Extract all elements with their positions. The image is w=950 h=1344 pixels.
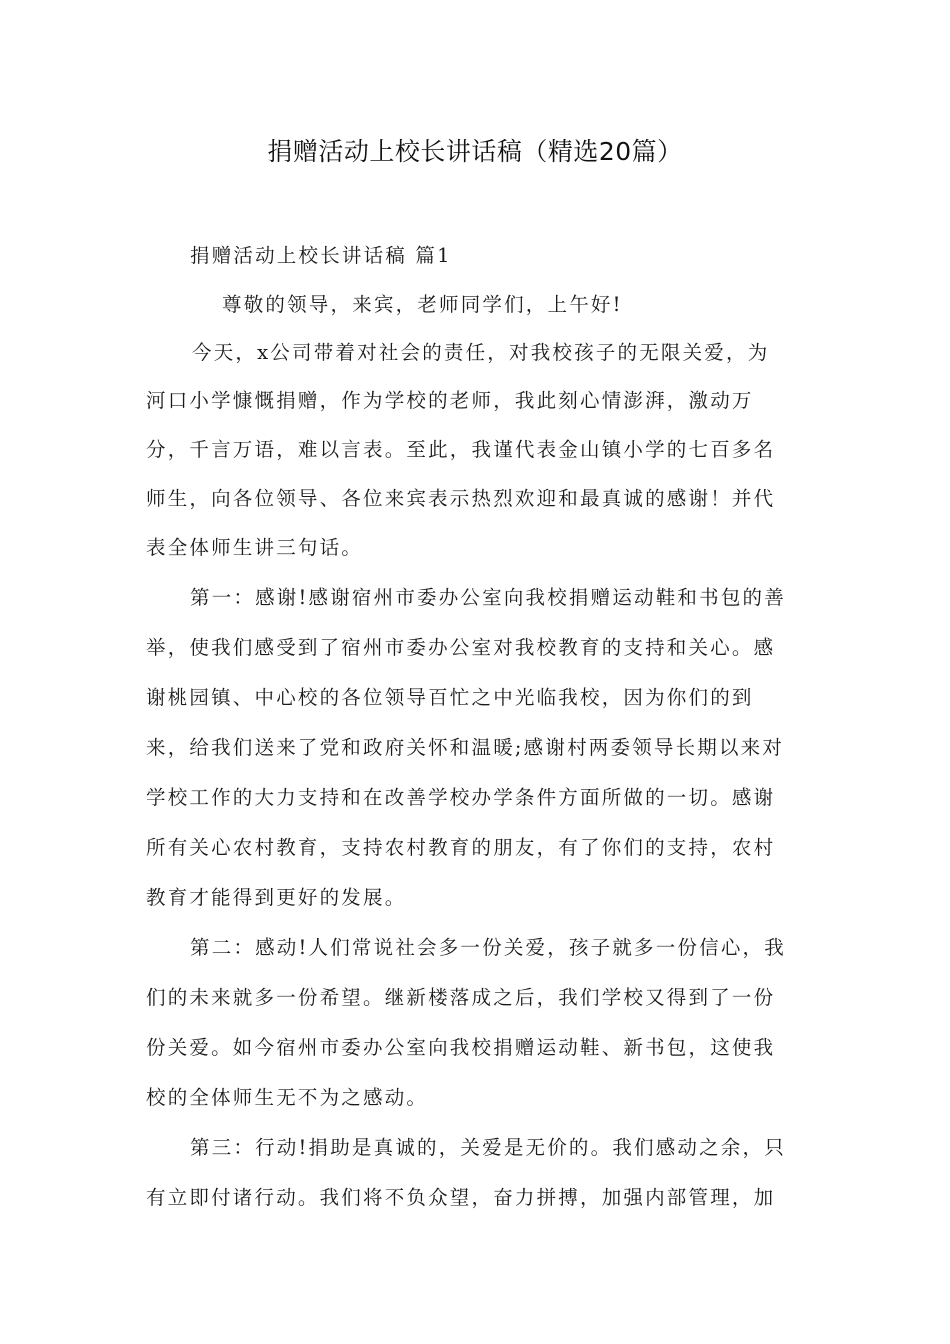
paragraph-line: 师生，向各位领导、各位来宾表示热烈欢迎和最真诚的感谢！并代 [146, 487, 776, 510]
paragraph-line: 今天，x公司带着对社会的责任，对我校孩子的无限关爱，为 [192, 341, 770, 364]
document-title: 捐赠活动上校长讲话稿（精选20篇） [267, 137, 683, 166]
paragraph-line: 谢桃园镇、中心校的各位领导百忙之中光临我校，因为你们的到 [146, 686, 754, 709]
paragraph-line: 来，给我们送来了党和政府关怀和温暖;感谢村两委领导长期以来对 [146, 736, 785, 759]
section-heading: 捐赠活动上校长讲话稿 篇1 [190, 244, 452, 267]
paragraph-line: 教育才能得到更好的发展。 [146, 886, 407, 909]
paragraph-line: 份关爱。如今宿州市委办公室向我校捐赠运动鞋、新书包，这使我 [146, 1036, 776, 1059]
paragraph-line: 表全体师生讲三句话。 [146, 536, 364, 559]
paragraph-line: 分，千言万语，难以言表。至此，我谨代表金山镇小学的七百多名 [146, 438, 776, 461]
paragraph-line: 学校工作的大力支持和在改善学校办学条件方面所做的一切。感谢 [146, 786, 776, 809]
paragraph-line: 们的未来就多一份希望。继新楼落成之后，我们学校又得到了一份 [146, 986, 776, 1009]
paragraph-line: 第二：感动!人们常说社会多一份关爱，孩子就多一份信心，我 [190, 936, 786, 959]
paragraph-line: 校的全体师生无不为之感动。 [146, 1086, 429, 1109]
paragraph-line: 有立即付诸行动。我们将不负众望，奋力拼搏，加强内部管理，加 [146, 1186, 776, 1209]
paragraph-line: 举，使我们感受到了宿州市委办公室对我校教育的支持和关心。感 [146, 636, 776, 659]
paragraph-line: 第一：感谢!感谢宿州市委办公室向我校捐赠运动鞋和书包的善 [190, 586, 786, 609]
paragraph-line: 河口小学慷慨捐赠，作为学校的老师，我此刻心情澎湃，激动万 [146, 389, 754, 412]
paragraph-line: 所有关心农村教育，支持农村教育的朋友，有了你们的支持，农村 [146, 836, 776, 859]
paragraph-line: 第三：行动!捐助是真诚的，关爱是无价的。我们感动之余，只 [190, 1136, 786, 1159]
greeting-line: 尊敬的领导，来宾，老师同学们，上午好! [222, 293, 623, 316]
